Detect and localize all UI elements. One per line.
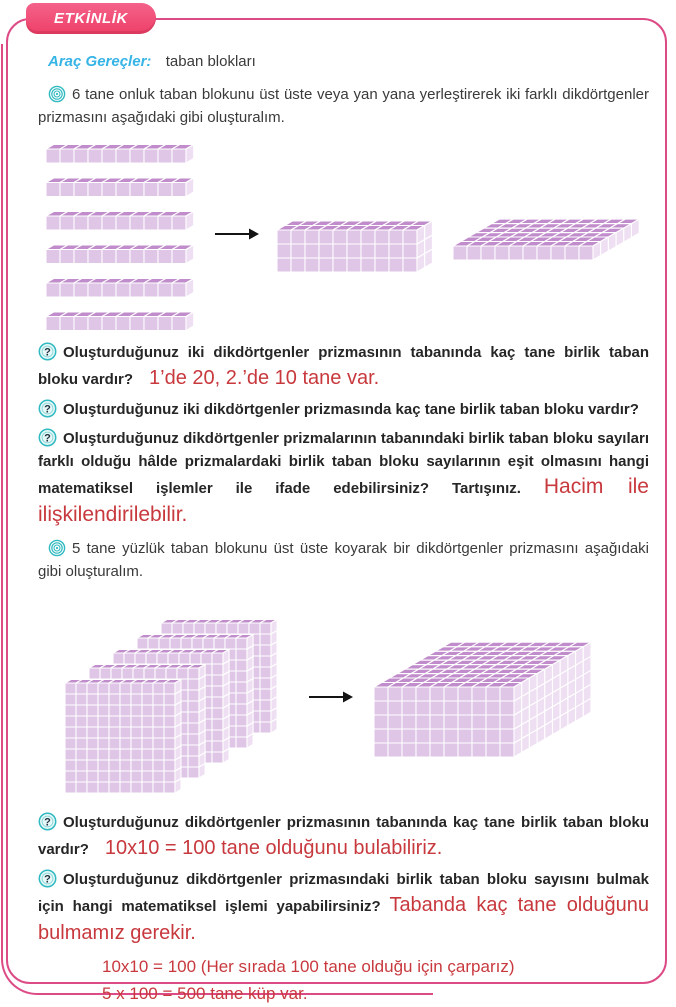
question-2 [38, 398, 649, 421]
answer-1: 1’de 20, 2.’de 10 tane var. [149, 367, 380, 389]
question-icon [38, 342, 57, 361]
solution-line-1: 10x10 = 100 (Her sırada 100 tane olduğu için çarparız) [102, 957, 515, 976]
question-1 [38, 341, 649, 392]
hundred-flats-figure [60, 589, 292, 805]
prism-10x6x1-figure [450, 198, 646, 270]
svg-text:?: ? [44, 873, 51, 886]
question-icon [38, 428, 57, 447]
answer-5: Tabanda kaç tane olduğunu bulmamız gerekir. [38, 894, 649, 944]
activity1-paragraph [38, 83, 649, 129]
activity-content [8, 20, 665, 1003]
svg-text:?: ? [44, 432, 51, 445]
answer-4: 10x10 = 100 tane olduğunu bulabiliriz. [104, 837, 443, 859]
svg-text:?: ? [44, 346, 51, 359]
ten-rods-figure [44, 133, 200, 335]
activity1-text: 6 tane onluk taban blokunu üst üste veya yan yana yerleştirerek iki farklı dikdörtgenler prizmasını aşağıdaki gibi oluşturalım. [38, 86, 649, 126]
activity-badge-label: ETKİNLİK [54, 10, 128, 27]
question-2-text: Oluşturduğunuz iki dikdörtgenler prizmasında kaç tane birlik taban bloku vardır? [63, 401, 639, 418]
solution-notes [102, 953, 649, 1007]
materials-value: taban blokları [165, 53, 256, 70]
answer-3: Hacim ile ilişkilendirilebilir. [38, 475, 649, 526]
activity-badge [26, 3, 156, 34]
question-4 [38, 811, 649, 862]
svg-text:?: ? [44, 403, 51, 416]
materials-line [48, 50, 649, 73]
question-1-text: Oluşturduğunuz iki dikdörtgenler prizmasının tabanında kaç tane birlik taban bloku vardır? [38, 344, 649, 388]
activity2-paragraph [38, 537, 649, 583]
figure2 [60, 589, 649, 805]
question-4-text: Oluşturduğunuz dikdörtgenler prizmasının tabanında kaç tane birlik taban bloku vardır? [38, 814, 649, 858]
question-3 [38, 427, 649, 529]
solution-line-2: 5 x 100 = 500 tane küp var. [102, 984, 308, 1003]
question-icon [38, 869, 57, 888]
question-icon [38, 812, 57, 831]
arrow-right-icon [308, 689, 354, 705]
question-5-text: Oluşturduğunuz dikdörtgenler prizmasındaki birlik taban bloku sayısını bulmak için hangi matematiksel işlemi yapabilirsiniz? [38, 871, 649, 915]
target-icon [48, 85, 66, 103]
svg-text:?: ? [44, 816, 51, 829]
arrow-right-icon [214, 226, 260, 242]
target-icon [48, 539, 66, 557]
question-icon [38, 399, 57, 418]
materials-label: Araç Gereçler: [48, 53, 152, 70]
question-5 [38, 868, 649, 947]
question-3-text: Oluşturduğunuz dikdörtgenler prizmalarının tabanındaki birlik taban bloku sayıları farklı olduğu hâlde prizmalardaki birlik taban bloku sayılarının eşit olmasını hangi matematiksel işlemler ile ifade edebilirsiniz? Tartışınız. [38, 430, 649, 497]
prism-10x2x3-figure [274, 188, 436, 280]
figure1 [44, 133, 649, 335]
prism-10x10x5-figure [370, 629, 602, 765]
activity2-text: 5 tane yüzlük taban blokunu üst üste koyarak bir dikdörtgenler prizmasını aşağıdaki gibi oluşturalım. [38, 540, 649, 580]
